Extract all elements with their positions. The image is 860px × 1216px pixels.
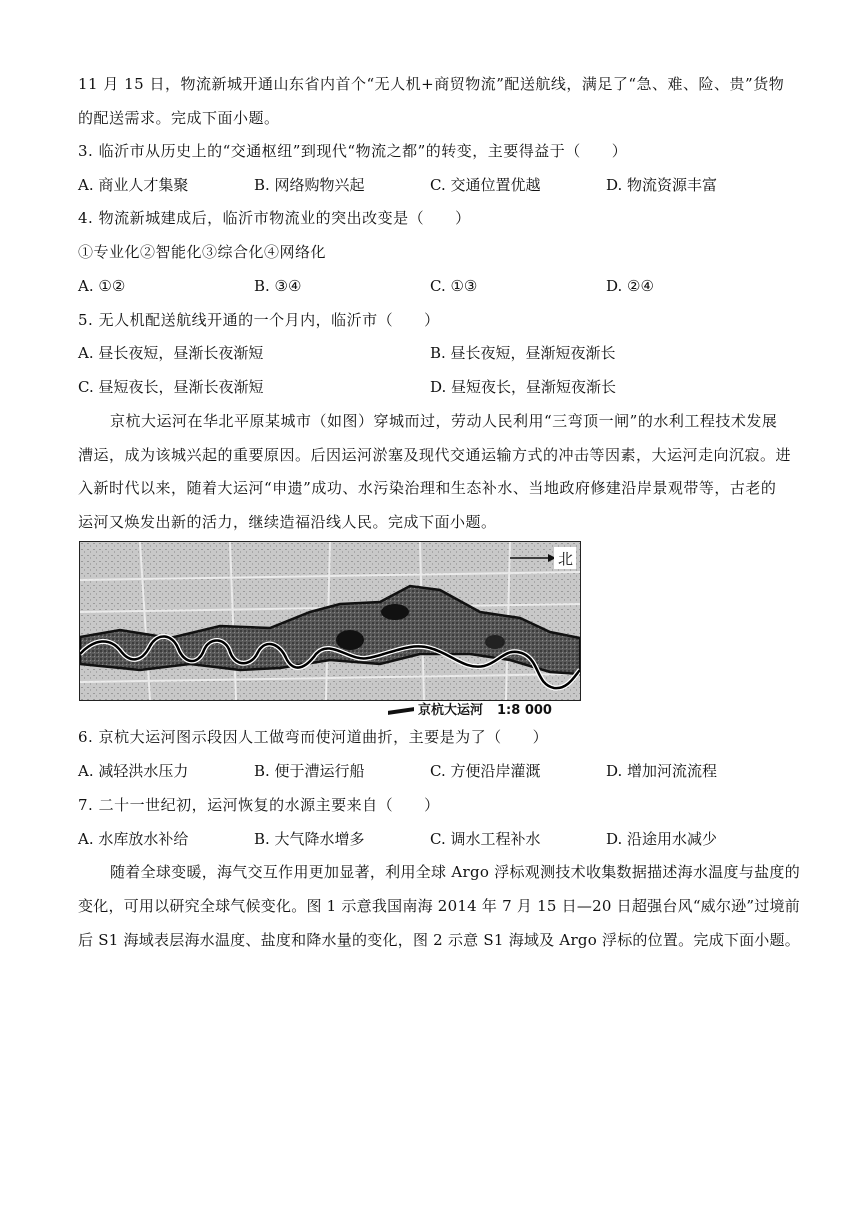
question-3-option-a[interactable]: A. 商业人才集聚	[78, 176, 189, 194]
question-3-option-b[interactable]: B. 网络购物兴起	[254, 176, 365, 194]
question-7-option-a[interactable]: A. 水库放水补给	[78, 830, 189, 848]
question-6-stem: 6. 京杭大运河图示段因人工做弯而使河道曲折，主要是为了（ ）	[78, 728, 549, 746]
question-4-option-a[interactable]: A. ①②	[78, 277, 126, 295]
passage-3-line-1: 随着全球变暖，海气交互作用更加显著，利用全球 Argo 浮标观测技术收集数据描述海水温度与盐度的	[110, 863, 800, 881]
question-5-option-a[interactable]: A. 昼长夜短，昼渐长夜渐短	[78, 344, 264, 362]
question-6-option-c[interactable]: C. 方便沿岸灌溉	[430, 762, 541, 780]
question-7-option-d[interactable]: D. 沿途用水减少	[606, 830, 718, 848]
passage-2-line-1: 京杭大运河在华北平原某城市（如图）穿城而过，劳动人民利用“三弯顶一闸”的水利工程技术发展	[110, 412, 778, 430]
question-3-stem: 3. 临沂市从历史上的“交通枢纽”到现代“物流之都”的转变，主要得益于（ ）	[78, 142, 628, 160]
question-3-option-c[interactable]: C. 交通位置优越	[430, 176, 541, 194]
north-label: 北	[558, 550, 574, 568]
passage-2-line-3: 入新时代以来，随着大运河“申遗”成功、水污染治理和生态补水、当地政府修建沿岸景观带等，古老的	[78, 479, 777, 497]
question-4-option-c[interactable]: C. ①③	[430, 277, 478, 295]
question-6-option-a[interactable]: A. 减轻洪水压力	[78, 762, 189, 780]
passage-2-line-4: 运河又焕发出新的活力，继续造福沿线人民。完成下面小题。	[78, 513, 497, 531]
question-6-option-d[interactable]: D. 增加河流流程	[606, 762, 718, 780]
question-4-items: ①专业化②智能化③综合化④网络化	[78, 243, 327, 261]
question-5-option-b[interactable]: B. 昼长夜短，昼渐短夜渐长	[430, 344, 616, 362]
canal-city-map	[79, 541, 581, 701]
question-4-option-d[interactable]: D. ②④	[606, 277, 654, 295]
question-3-option-d[interactable]: D. 物流资源丰富	[606, 176, 718, 194]
question-5-option-d[interactable]: D. 昼短夜长，昼渐短夜渐长	[430, 378, 617, 396]
question-5-stem: 5. 无人机配送航线开通的一个月内，临沂市（ ）	[78, 311, 440, 329]
intro-line-1: 11 月 15 日，物流新城开通山东省内首个“无人机+商贸物流”配送航线，满足了“急、难、险、贵”货物	[78, 75, 785, 93]
canal-legend-label: 京杭大运河	[418, 703, 484, 718]
map-legend	[388, 699, 552, 721]
map-scale: 1:8 000	[497, 703, 552, 718]
passage-3-line-3: 后 S1 海域表层海水温度、盐度和降水量的变化，图 2 示意 S1 海域及 Argo 浮标的位置。完成下面小题。	[78, 931, 800, 949]
question-4-stem: 4. 物流新城建成后，临沂市物流业的突出改变是（ ）	[78, 209, 471, 227]
question-4-option-b[interactable]: B. ③④	[254, 277, 302, 295]
question-7-option-b[interactable]: B. 大气降水增多	[254, 830, 365, 848]
question-7-stem: 7. 二十一世纪初，运河恢复的水源主要来自（ ）	[78, 796, 440, 814]
intro-line-2: 的配送需求。完成下面小题。	[78, 109, 280, 127]
question-6-option-b[interactable]: B. 便于漕运行船	[254, 762, 365, 780]
question-5-option-c[interactable]: C. 昼短夜长，昼渐长夜渐短	[78, 378, 264, 396]
passage-2-line-2: 漕运，成为该城兴起的重要原因。后因运河淤塞及现代交通运输方式的冲击等因素，大运河走向沉寂。进	[78, 446, 792, 464]
passage-3-line-2: 变化，可用以研究全球气候变化。图 1 示意我国南海 2014 年 7 月 15 日—20 日超强台风“威尔逊”过境前	[78, 897, 800, 915]
canal-map-graphic	[80, 542, 580, 700]
question-7-option-c[interactable]: C. 调水工程补水	[430, 830, 541, 848]
canal-legend-swatch	[388, 707, 414, 715]
